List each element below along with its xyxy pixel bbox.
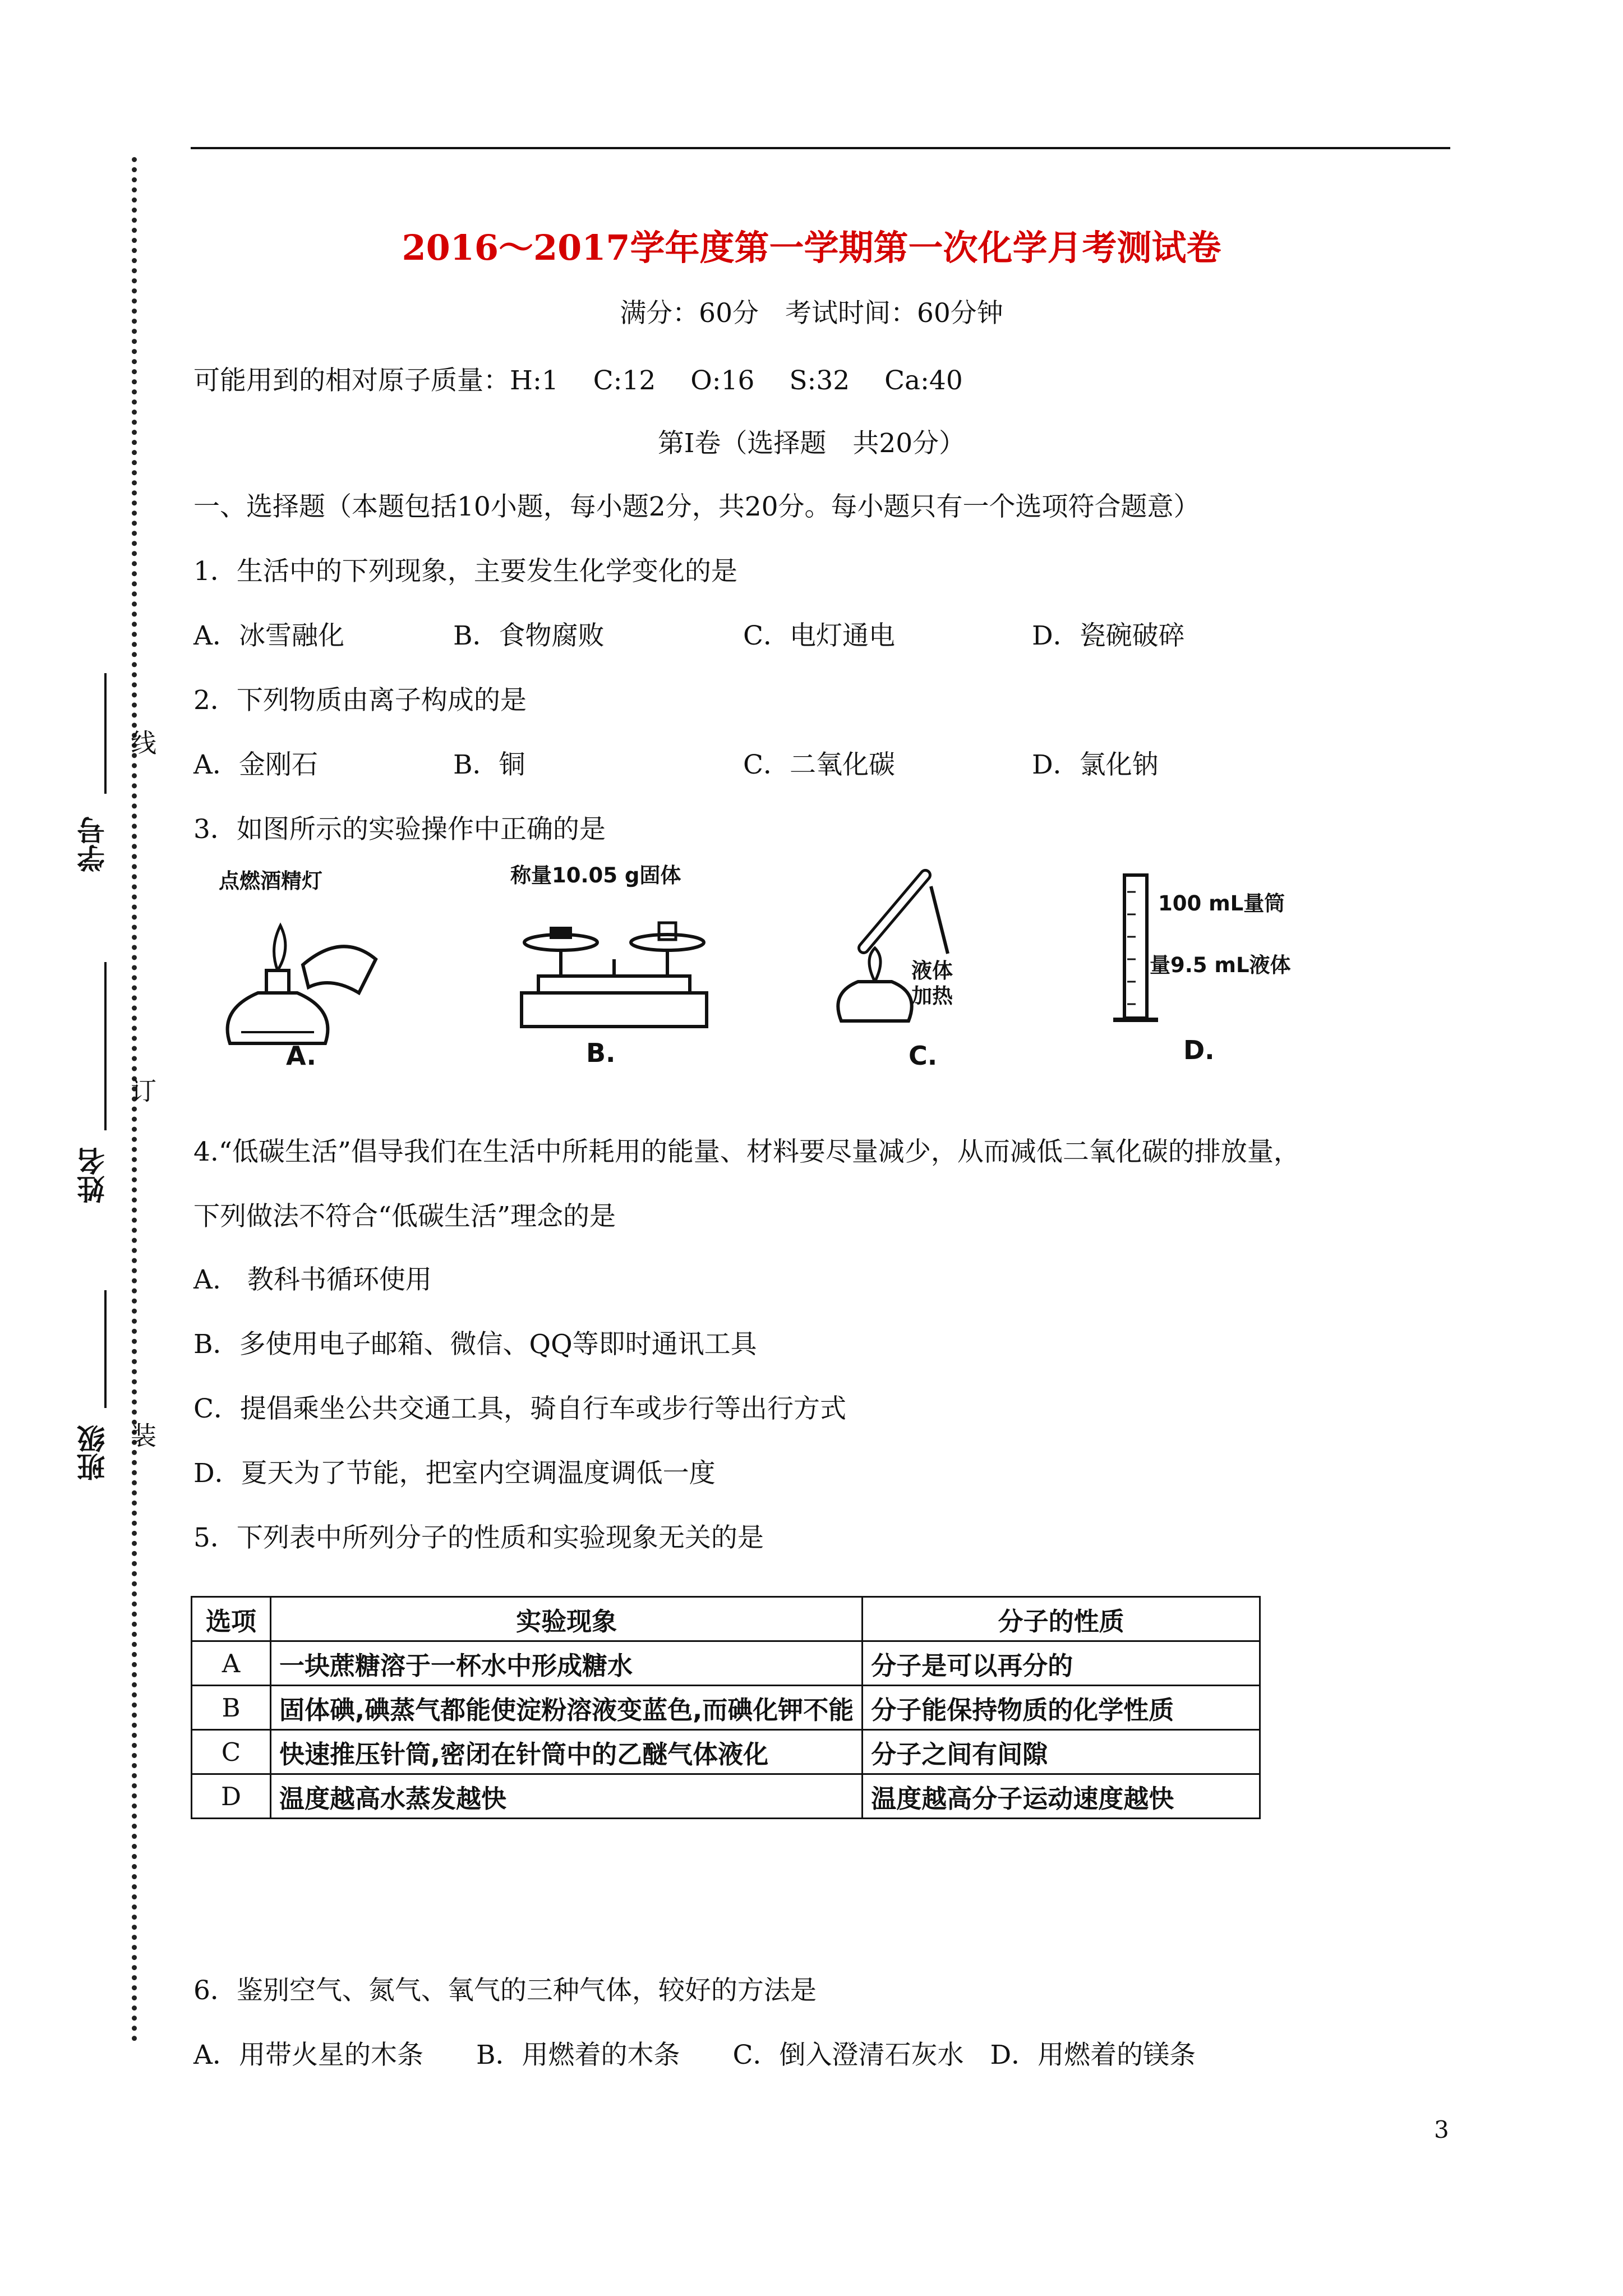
row-phenomenon: 一块蔗糖溶于一杯水中形成糖水: [271, 1641, 863, 1686]
figure-d-graduated-cylinder: [1105, 869, 1340, 1071]
page-title: 2016～2017学年度第一学期第一次化学月考测试卷: [402, 227, 1221, 268]
q2-option-c: C．二氧化碳: [743, 749, 895, 780]
name-blank: [104, 962, 107, 1130]
q4-option-b: B．多使用电子邮箱、微信、QQ等即时通讯工具: [193, 1329, 757, 1360]
q2-option-d: D．氯化钠: [1032, 749, 1159, 780]
row-property: 温度越高分子运动速度越快: [863, 1774, 1260, 1819]
figure-d-label-cylinder: 100 mL量筒: [1158, 891, 1285, 915]
figure-d-letter: D.: [1183, 1035, 1215, 1065]
q6-stem: 6．鉴别空气、氮气、氧气的三种气体，较好的方法是: [193, 1975, 817, 2006]
header-phenomenon: 实验现象: [271, 1597, 863, 1641]
q1-option-c: C．电灯通电: [743, 620, 895, 651]
q1-option-a: A．冰雪融化: [193, 620, 344, 651]
row-property: 分子能保持物质的化学性质: [863, 1686, 1260, 1730]
figure-b-letter: B.: [586, 1038, 616, 1068]
row-phenomenon: 温度越高水蒸发越快: [271, 1774, 863, 1819]
row-option: A: [192, 1641, 271, 1686]
row-option: B: [192, 1686, 271, 1730]
q1-stem: 1．生活中的下列现象，主要发生化学变化的是: [193, 556, 737, 587]
q5-table: [191, 1596, 1261, 1819]
figure-b-label: 称量10.05 g固体: [510, 863, 681, 887]
q5-stem: 5．下列表中所列分子的性质和实验现象无关的是: [193, 1522, 764, 1553]
q2-option-a: A．金刚石: [193, 749, 318, 780]
figure-b-balance: [505, 858, 718, 1071]
figure-d-label-volume: 量9.5 mL液体: [1150, 953, 1291, 977]
student-no-label: 学号: [77, 816, 109, 872]
figure-c-label-heat: 加热: [911, 984, 953, 1008]
atomic-masses: 可能用到的相对原子质量：H:1 C:12 O:16 S:32 Ca:40: [193, 365, 963, 396]
row-phenomenon: 快速推压针筒,密闭在针筒中的乙醚气体液化: [271, 1730, 863, 1774]
q4-stem-line2: 下列做法不符合“低碳生活”理念的是: [193, 1201, 616, 1232]
q2-option-b: B．铜: [453, 749, 525, 780]
header-option: 选项: [192, 1597, 271, 1641]
binding-mark-line: 线: [127, 729, 157, 755]
part-heading: 第Ⅰ卷（选择题 共20分）: [657, 428, 966, 459]
row-phenomenon: 固体碘,碘蒸气都能使淀粉溶液变蓝色,而碘化钾不能: [271, 1686, 863, 1730]
row-option: D: [192, 1774, 271, 1819]
class-blank: [104, 1290, 107, 1408]
table-row: [192, 1641, 1260, 1686]
row-property: 分子是可以再分的: [863, 1641, 1260, 1686]
table-header-row: [192, 1597, 1260, 1641]
balance-icon: [516, 892, 718, 1038]
q3-stem: 3．如图所示的实验操作中正确的是: [193, 814, 606, 845]
binding-mark-ding: 订: [127, 1077, 157, 1103]
q2-stem: 2．下列物质由离子构成的是: [193, 685, 527, 716]
figure-a-letter: A.: [286, 1041, 316, 1071]
name-label: 姓名: [77, 1147, 109, 1203]
table-row: [192, 1774, 1260, 1819]
figure-a-alcohol-lamp: [208, 864, 393, 1071]
q4-option-c: C．提倡乘坐公共交通工具，骑自行车或步行等出行方式: [193, 1393, 846, 1424]
header-property: 分子的性质: [863, 1597, 1260, 1641]
score-time: 满分：60分 考试时间：60分钟: [620, 298, 1003, 329]
q6-options: A．用带火星的木条 B．用燃着的木条 C．倒入澄清石灰水 D．用燃着的镁条: [193, 2040, 1196, 2070]
binding-mark-zhuang: 装: [127, 1422, 157, 1448]
section-heading: 一、选择题（本题包括10小题，每小题2分，共20分。每小题只有一个选项符合题意）: [193, 491, 1200, 522]
figure-a-label: 点燃酒精灯: [219, 869, 322, 893]
q4-option-a: A. 教科书循环使用: [193, 1264, 432, 1295]
q4-option-d: D．夏天为了节能，把室内空调温度调低一度: [193, 1458, 716, 1489]
header-rule: [191, 147, 1450, 149]
class-label: 班级: [77, 1425, 109, 1481]
q1-option-d: D．瓷碗破碎: [1032, 620, 1185, 651]
q4-stem-line1: 4.“低碳生活”倡导我们在生活中所耗用的能量、材料要尽量减少，从而减低二氧化碳的排放量，: [193, 1137, 1300, 1167]
figure-c-heating-liquid: [830, 864, 1021, 1071]
q1-option-b: B．食物腐败: [453, 620, 605, 651]
figure-c-letter: C.: [909, 1041, 938, 1071]
figure-c-label-liquid: 液体: [911, 959, 953, 983]
row-property: 分子之间有间隙: [863, 1730, 1260, 1774]
row-option: C: [192, 1730, 271, 1774]
student-no-blank: [104, 673, 107, 794]
table-row: [192, 1686, 1260, 1730]
table-row: [192, 1730, 1260, 1774]
page-number: 3: [1434, 2116, 1449, 2143]
